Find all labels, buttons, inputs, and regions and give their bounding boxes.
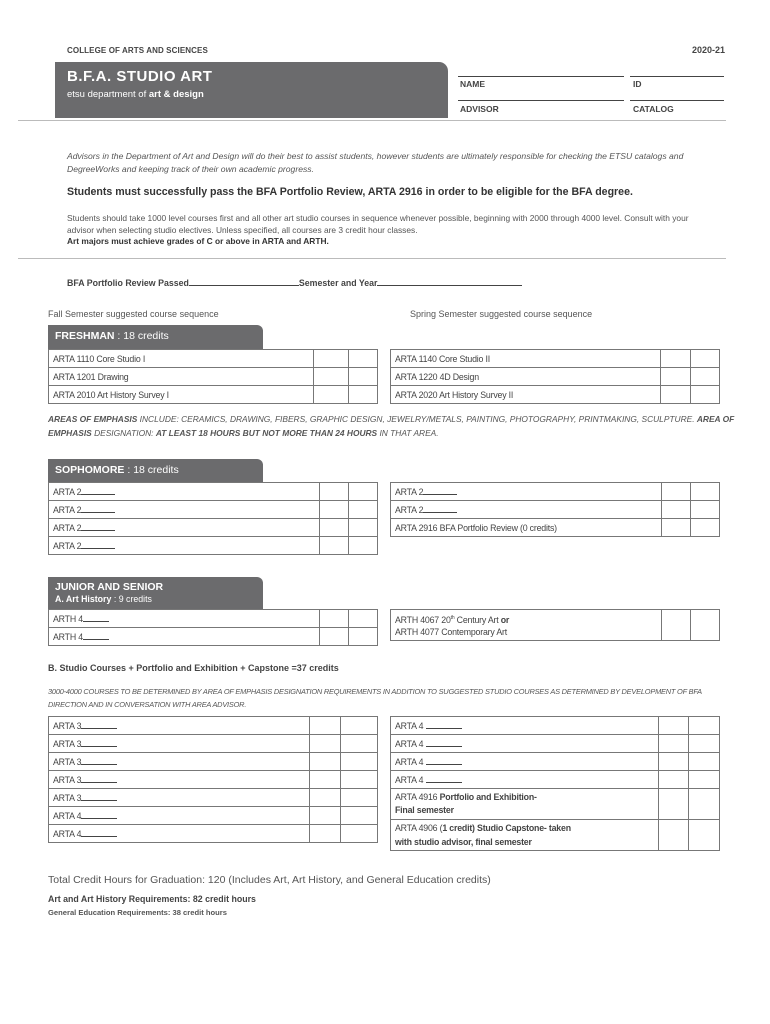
credit-box[interactable] [689,789,720,820]
department-bold: art & design [148,89,204,100]
credit-box[interactable] [691,610,720,641]
grade-box[interactable] [310,771,341,789]
art-history-fall-table [48,609,378,646]
table-row [49,350,378,368]
course-prefix: ARTH 4 [53,632,83,642]
course-prefix: ARTA 2 [53,541,82,551]
credit-box[interactable] [349,628,378,646]
grade-box[interactable] [659,789,689,820]
course-cell [49,825,310,843]
credit-box[interactable] [349,610,378,628]
course-prefix: ARTA 3 [53,757,82,767]
table-row [391,610,720,641]
course-cell [49,771,310,789]
table-row [391,386,720,404]
course-number-field[interactable] [81,504,115,513]
grade-box[interactable] [310,735,341,753]
designation-text: DESIGNATION: [91,427,156,438]
table-row [391,350,720,368]
or-connector: or [500,614,510,625]
table-row [391,771,720,789]
ordinal-suffix: th [450,615,455,622]
table-row [49,519,378,537]
credit-box[interactable] [341,717,378,735]
credit-box[interactable] [349,350,378,368]
course-cell [391,820,659,851]
grade-box[interactable] [662,519,691,537]
sophomore-tab [48,459,263,483]
art-history-subtitle [48,593,263,604]
capstone-course-title: 1 credit) Studio Capstone- taken [442,823,571,833]
course-cell [391,501,662,519]
credit-box[interactable] [689,771,720,789]
course-prefix: ARTA 4 [395,757,424,767]
id-label: ID [633,79,642,89]
grade-box[interactable] [314,386,349,404]
portfolio-course-title: Portfolio and Exhibition- [439,792,537,802]
course-cell [391,789,659,820]
designation-rule: AT LEAST 18 HOURS BUT NOT MORE THAN 24 HOURS [155,427,378,438]
course-cell [391,753,659,771]
table-row [49,789,378,807]
table-row [49,537,378,555]
name-field[interactable] [458,76,624,77]
advisor-field[interactable] [458,100,624,101]
credit-box[interactable] [341,735,378,753]
page-title: B.F.A. STUDIO ART [67,68,213,85]
table-row [49,753,378,771]
course-prefix: ARTA 3 [53,739,82,749]
table-row [49,386,378,404]
credit-box[interactable] [689,735,720,753]
areas-of-emphasis [48,413,738,440]
credit-box[interactable] [691,350,720,368]
course-cell [49,610,320,628]
course-cell [49,537,320,555]
grade-box[interactable] [320,628,349,646]
table-row [49,610,378,628]
table-row [391,368,720,386]
credit-box[interactable] [341,789,378,807]
course-number-field[interactable] [81,774,117,783]
credit-box[interactable] [691,368,720,386]
catalog-field[interactable] [630,100,724,101]
areas-include: INCLUDE: CERAMICS, DRAWING, FIBERS, GRAPHIC DESIGN, JEWELRY/METALS, PAINTING, PHOTOGRAPHY, PRINTMAKING, SCULPTURE. [137,414,697,424]
course-cell [391,771,659,789]
credit-box[interactable] [689,717,720,735]
course-prefix: ARTA 3 [53,721,82,731]
course-prefix: ARTA 4 [395,721,424,731]
grade-box[interactable] [662,483,691,501]
table-row [391,501,720,519]
course-cell [391,717,659,735]
grade-box[interactable] [661,350,691,368]
freshman-tab [48,325,263,349]
spring-sequence-label: Spring Semester suggested course sequence [410,309,593,319]
grade-box[interactable] [310,789,341,807]
table-row [49,735,378,753]
course-number-field[interactable] [426,756,462,765]
capstone-course-note: with studio advisor, final semester [395,837,532,847]
table-row [391,753,720,771]
total-credit-hours: Total Credit Hours for Graduation: 120 (Includes Art, Art History, and General Education credits) [48,874,491,886]
course-cell: ARTA 2010 Art History Survey I [49,386,314,404]
grade-rule: Art majors must achieve grades of C or above in ARTA and ARTH. [67,236,329,247]
course-cell [49,789,310,807]
portfolio-passed-label: BFA Portfolio Review Passed [67,278,189,288]
sophomore-fall-table [48,482,378,555]
course-number-field[interactable] [423,486,457,495]
course-cell [49,501,320,519]
grade-box[interactable] [314,368,349,386]
table-row [49,368,378,386]
course-cell [49,717,310,735]
art-history-label: A. Art History [55,594,112,604]
course-prefix: ARTA 3 [53,775,82,785]
course-number-field[interactable] [81,810,117,819]
grade-box[interactable] [659,771,689,789]
course-cell [49,628,320,646]
course-cell: ARTA 1220 4D Design [391,368,661,386]
portfolio-course-code: ARTA 4916 [395,792,440,802]
credit-box[interactable] [349,537,378,555]
fall-sequence-label: Fall Semester suggested course sequence [48,309,219,319]
credit-box[interactable] [341,807,378,825]
table-row [391,820,720,851]
semester-year-field[interactable] [377,276,522,286]
course-number-field[interactable] [426,720,462,729]
sophomore-credits: : 18 credits [124,464,179,476]
course-cell [49,753,310,771]
grade-box[interactable] [659,735,689,753]
course-number-field[interactable] [81,540,115,549]
course-number-field[interactable] [426,774,462,783]
freshman-credits: : 18 credits [114,330,169,342]
table-row [49,483,378,501]
table-row [49,628,378,646]
course-prefix: ARTA 3 [53,793,82,803]
grade-box[interactable] [661,368,691,386]
credit-box[interactable] [691,519,720,537]
credit-box[interactable] [341,771,378,789]
credit-box[interactable] [349,483,378,501]
portfolio-passed-row [67,276,522,288]
divider [18,258,726,259]
grade-box[interactable] [662,501,691,519]
grade-box[interactable] [320,519,349,537]
course-cell [49,483,320,501]
credit-box[interactable] [349,501,378,519]
advisor-label: ADVISOR [460,104,499,114]
course-line1b: Century Art [454,614,501,625]
credit-box[interactable] [349,368,378,386]
credit-box[interactable] [341,825,378,843]
table-row [391,789,720,820]
course-line1: ARTH 4067 20 [395,614,451,625]
table-row [49,501,378,519]
studio-fall-table [48,716,378,843]
course-number-field[interactable] [81,738,117,747]
studio-courses-note: 3000-4000 COURSES TO BE DETERMINED BY AREA OF EMPHASIS DESIGNATION REQUIREMENTS IN ADDITION TO SUGGESTED STUDIO COURSES AS DETERMINED BY DEVELOPMENT OF BFA DIRECTION AND IN CONVERSATION WITH AREA ADVISOR. [48,687,702,709]
course-number-field[interactable] [81,486,115,495]
credit-box[interactable] [691,386,720,404]
art-requirements: Art and Art History Requirements: 82 credit hours [48,894,256,904]
catalog-year: 2020-21 [691,45,725,55]
freshman-fall-table [48,349,378,404]
department-prefix: etsu department of [67,89,147,100]
grade-box[interactable] [310,753,341,771]
sophomore-title: SOPHOMORE [55,464,125,476]
course-line2: ARTH 4077 Contemporary Art [395,626,507,637]
course-prefix: ARTA 4 [53,811,82,821]
course-cell: ARTA 2916 BFA Portfolio Review (0 credits) [391,519,662,537]
gened-requirements: General Education Requirements: 38 credit hours [48,908,227,917]
name-label: NAME [460,79,486,89]
art-history-credits: : 9 credits [111,594,152,604]
catalog-label: CATALOG [633,104,674,114]
grade-box[interactable] [661,386,691,404]
advisor-disclaimer: Advisors in the Department of Art and Design will do their best to assist students, however students are ultimately responsible for checking the ETSU catalogs and DegreeWorks and keeping track of their own academic progress. [67,151,684,174]
grade-box[interactable] [320,501,349,519]
designation-end: IN THAT AREA. [377,427,439,438]
course-cell [49,519,320,537]
course-prefix: ARTA 2 [53,523,82,533]
table-row [49,717,378,735]
course-prefix: ARTH 4 [53,614,83,624]
grade-box[interactable] [659,753,689,771]
table-row [49,771,378,789]
course-prefix: ARTA 2 [53,487,82,497]
grade-box[interactable] [662,610,691,641]
course-prefix: ARTA 4 [53,829,82,839]
grade-box[interactable] [659,820,689,851]
course-number-field[interactable] [81,720,117,729]
credit-box[interactable] [691,501,720,519]
areas-label: AREAS OF EMPHASIS [48,414,138,424]
portfolio-passed-field[interactable] [189,276,299,286]
credit-box[interactable] [689,753,720,771]
table-row [49,825,378,843]
course-cell [49,807,310,825]
table-row [49,807,378,825]
course-cell [49,735,310,753]
course-number-field[interactable] [81,828,117,837]
grade-box[interactable] [320,537,349,555]
credit-box[interactable] [691,483,720,501]
course-number-field[interactable] [81,522,115,531]
course-number-field[interactable] [83,613,109,622]
course-cell: ARTA 1201 Drawing [49,368,314,386]
semester-year-label: Semester and Year [298,278,378,288]
sophomore-spring-table [390,482,720,537]
grade-box[interactable] [310,825,341,843]
grade-box[interactable] [310,807,341,825]
course-guidance [67,213,707,248]
college-name: COLLEGE OF ARTS AND SCIENCES [67,46,208,55]
studio-spring-table [390,716,720,851]
grade-box[interactable] [314,350,349,368]
course-prefix: ARTA 4 [395,739,424,749]
course-prefix: ARTA 2 [53,505,82,515]
id-field[interactable] [630,76,724,77]
credit-box[interactable] [341,753,378,771]
course-cell: ARTA 1110 Core Studio I [49,350,314,368]
credit-box[interactable] [689,820,720,851]
capstone-course-code: ARTA 4906 ( [395,823,443,833]
grade-box[interactable] [310,717,341,735]
grade-box[interactable] [320,610,349,628]
course-number-field[interactable] [81,792,117,801]
studio-courses-heading: B. Studio Courses + Portfolio and Exhibition + Capstone =37 credits [48,663,339,673]
course-number-field[interactable] [423,504,457,513]
portfolio-course-note: Final semester [395,805,454,815]
table-row [391,717,720,735]
junior-senior-tab [48,577,263,609]
course-guidance-text: Students should take 1000 level courses first and all other art studio courses in sequence whenever possible, beginning with 2000 through 4000 level. Consult with your advisor when selecting studio electives. Unless specified, all courses are 3 credit hour classes. [67,213,689,235]
course-cell: ARTA 2020 Art History Survey II [391,386,661,404]
course-number-field[interactable] [83,631,109,640]
portfolio-requirement: Students must successfully pass the BFA Portfolio Review, ARTA 2916 in order to be eligible for the BFA degree. [67,186,633,198]
course-cell: ARTA 1140 Core Studio II [391,350,661,368]
course-cell [391,483,662,501]
course-prefix: ARTA 2 [395,487,424,497]
credit-box[interactable] [349,519,378,537]
table-row [391,483,720,501]
grade-box[interactable] [320,483,349,501]
junior-senior-title: JUNIOR AND SENIOR [55,581,164,593]
designation-label: AREA OF EMPHASIS [48,414,735,438]
credit-box[interactable] [349,386,378,404]
table-row [391,519,720,537]
table-row [391,735,720,753]
department-name [67,89,204,100]
course-number-field[interactable] [426,738,462,747]
course-cell [391,735,659,753]
grade-box[interactable] [659,717,689,735]
course-cell [391,610,662,641]
freshman-title: FRESHMAN [55,330,115,342]
course-number-field[interactable] [81,756,117,765]
freshman-spring-table [390,349,720,404]
art-history-spring-table [390,609,720,641]
course-prefix: ARTA 4 [395,775,424,785]
course-prefix: ARTA 2 [395,505,424,515]
divider [18,120,726,121]
